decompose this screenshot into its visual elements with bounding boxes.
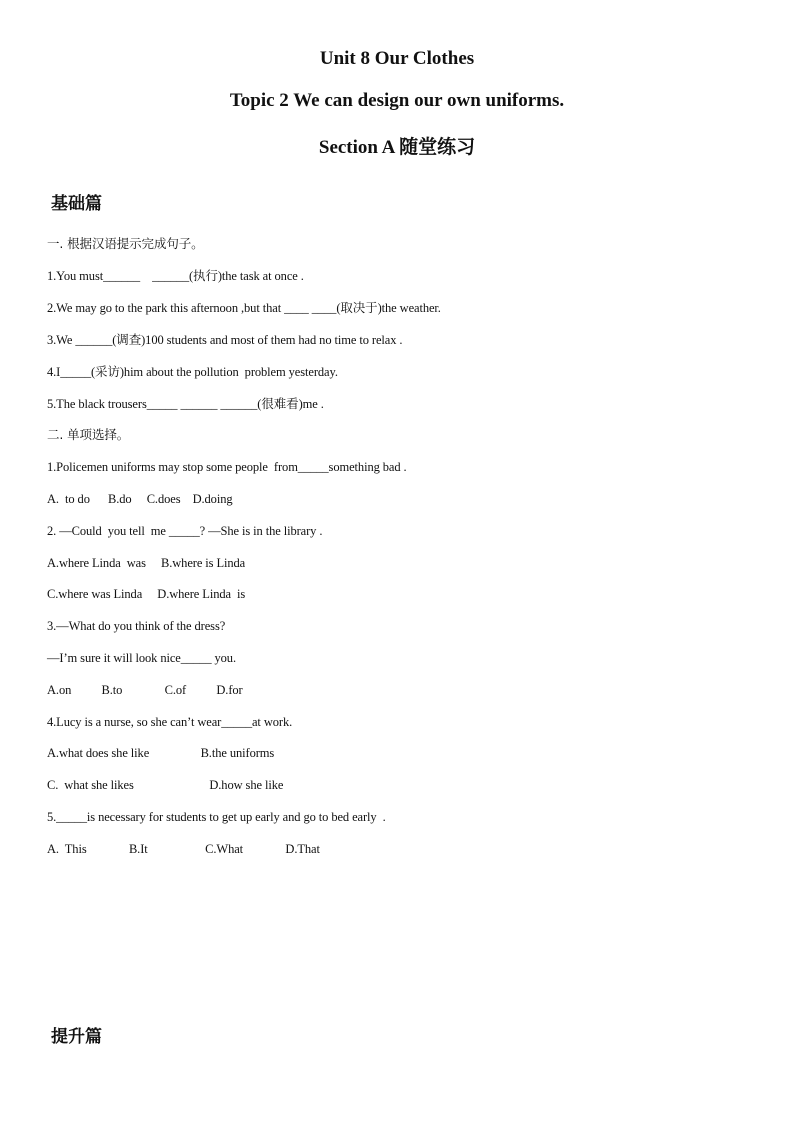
part2-line-10: A.what does she like B.the uniforms (47, 746, 275, 760)
part2-line-2: A. to do B.do C.does D.doing (47, 492, 233, 506)
part2-line-13: A. This B.It C.What D.That (47, 842, 320, 856)
part2-line-3: 2. —Could you tell me _____? —She is in the library . (47, 524, 323, 538)
section-title: Section A 随堂练习 (318, 137, 476, 158)
part1-item-4: 4.I_____(采访)him about the pollution problem yesterday. (47, 365, 338, 379)
part2-line-1: 1.Policemen uniforms may stop some people from_____something bad . (47, 460, 407, 474)
part2-line-11: C. what she likes D.how she like (47, 778, 284, 792)
topic-title: Topic 2 We can design our own uniforms. (229, 90, 565, 111)
part1-item-5: 5.The black trousers_____ ______ ______(很难看)me . (47, 397, 324, 411)
part1-item-3: 3.We ______(调查)100 students and most of them had no time to relax . (47, 333, 403, 347)
part2-line-4: A.where Linda was B.where is Linda (47, 556, 246, 570)
part2-line-7: —I’m sure it will look nice_____ you. (47, 651, 236, 665)
basic-heading: 基础篇 (51, 194, 102, 214)
unit-title: Unit 8 Our Clothes (319, 48, 475, 69)
part1-instruction: 一. 根据汉语提示完成句子。 (47, 236, 204, 251)
part2-line-9: 4.Lucy is a nurse, so she can’t wear_____at work. (47, 715, 293, 729)
part2-instruction: 二. 单项选择。 (47, 427, 130, 442)
part2-line-12: 5._____is necessary for students to get up early and go to bed early . (47, 810, 386, 824)
part2-line-8: A.on B.to C.of D.for (47, 683, 243, 697)
advanced-heading: 提升篇 (51, 1027, 102, 1047)
part2-line-6: 3.—What do you think of the dress? (47, 619, 226, 633)
part2-line-5: C.where was Linda D.where Linda is (47, 587, 246, 601)
part1-item-1: 1.You must______ ______(执行)the task at once . (47, 269, 304, 283)
part1-item-2: 2.We may go to the park this afternoon ,but that ____ ____(取决于)the weather. (47, 301, 441, 315)
